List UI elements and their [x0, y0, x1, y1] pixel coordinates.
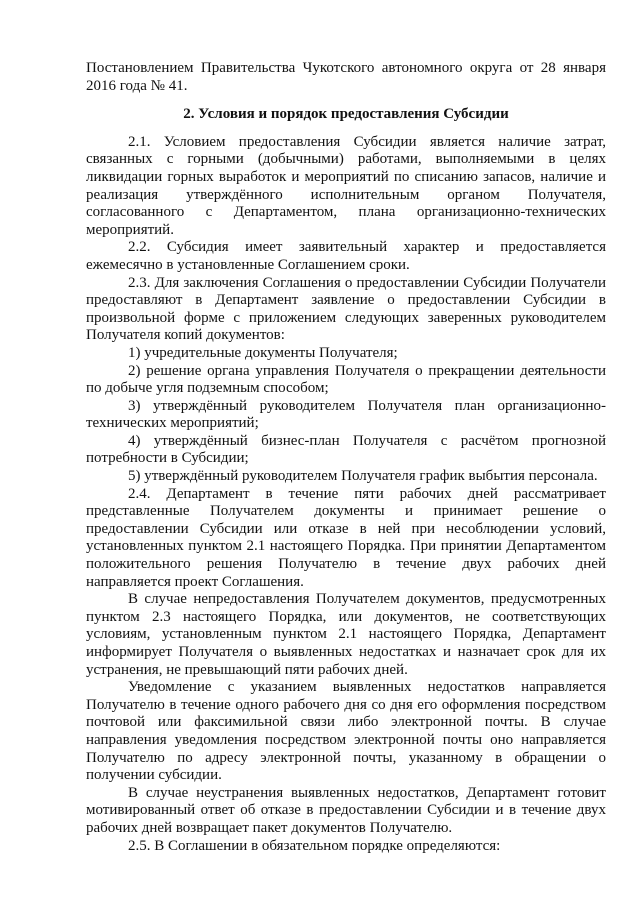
list-item: 5) утверждённый руководителем Получателя график выбытия персонала.	[128, 468, 598, 485]
list-item: 1) учредительные документы Получателя;	[128, 344, 398, 361]
paragraph-non-submission: В случае непредоставления Получателем документов, предусмотренных пунктом 2.3 настоящего Порядка, или документов, не соответствующих условиям, установленным пунктом 2.1 настоящего Порядка, Департамент информирует Получателя о выявленных недостатках и назначает срок для их устранения, не превышающий пяти рабочих дней.	[86, 591, 606, 678]
paragraph-notification: Уведомление с указанием выявленных недостатков направляется Получателю в течение одного рабочего дня со дня его оформления посредством почтовой или факсимильной связи либо электронной почты. В случае направления уведомления посредством электронной почты оно направляется Получателю по адресу электронной почты, указанному в обращении о получении субсидии.	[86, 679, 606, 784]
intro-paragraph: Постановлением Правительства Чукотского автономного округа от 28 января 2016 года № 41.	[86, 60, 606, 94]
paragraph-2-4: 2.4. Департамент в течение пяти рабочих дней рассматривает представленные Получателем документы и принимает решение о предоставлении Субсидии или отказе в ней при несоблюдении условий, установленных пунктом 2.1 настоящего Порядка. При принятии Департаментом положительного решения Получателю в течение двух рабочих дней направляется проект Соглашения.	[86, 485, 606, 590]
section-heading: 2. Условия и порядок предоставления Субсидии	[183, 106, 509, 123]
paragraph-2-3: 2.3. Для заключения Соглашения о предоставлении Субсидии Получатели предоставляют в Департамент заявление о предоставлении Субсидии в произвольной форме с приложением следующих заверенных руководителем Получателя копий документов:	[86, 274, 606, 344]
paragraph-2-1: 2.1. Условием предоставления Субсидии является наличие затрат, связанных с горными (добычными) работами, выполняемыми в целях ликвидации горных выработок и мероприятий по списанию запасов, наличие и реализация утверждённого исполнительным органом Получателя, согласованного с Департаментом, плана организационно-технических мероприятий.	[86, 133, 606, 238]
list-item: 2) решение органа управления Получателя о прекращении деятельности по добыче угля подземным способом;	[86, 362, 606, 397]
list-item: 3) утверждённый руководителем Получателя план организационно-технических мероприятий;	[86, 397, 606, 432]
list-item: 4) утверждённый бизнес-план Получателя с расчётом прогнозной потребности в Субсидии;	[86, 432, 606, 467]
document-page	[86, 60, 606, 855]
paragraph-non-elimination: В случае неустранения выявленных недостатков, Департамент готовит мотивированный ответ об отказе в предоставлении Субсидии и в течение двух рабочих дней возвращает пакет документов Получателю.	[86, 784, 606, 836]
paragraph-2-5: 2.5. В Соглашении в обязательном порядке определяются:	[128, 837, 501, 854]
paragraph-2-2: 2.2. Субсидия имеет заявительный характер и предоставляется ежемесячно в установленные Соглашением сроки.	[86, 239, 606, 273]
